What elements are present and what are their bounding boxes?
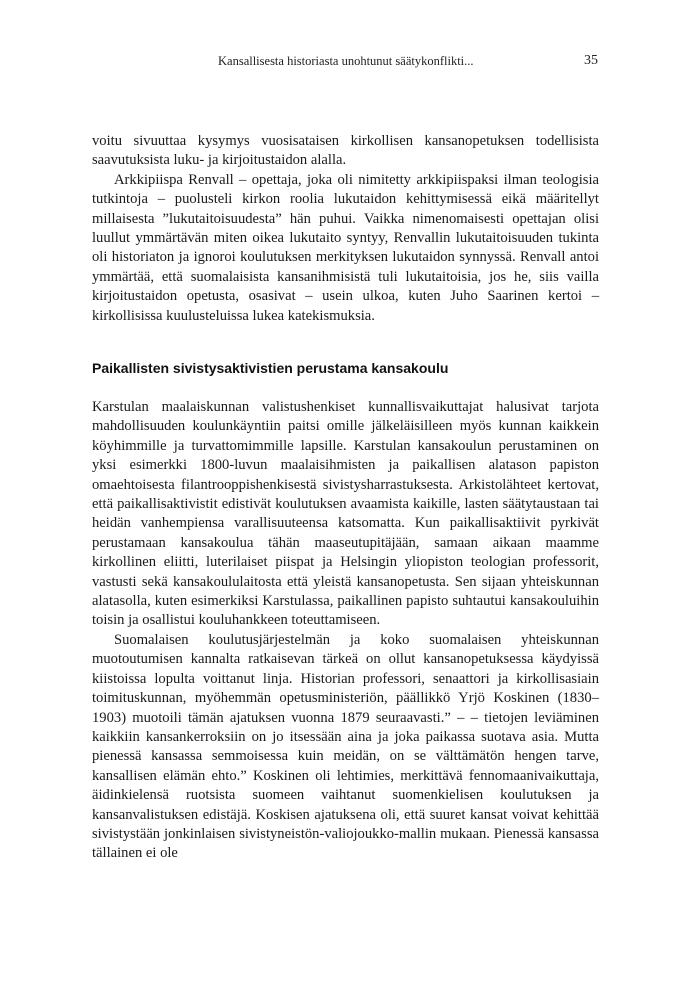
section-heading: Paikallisten sivistysaktivistien perustama kansakoulu [92,360,449,376]
section-2-text [92,398,599,864]
paragraph: Suomalaisen koulutusjärjestelmän ja koko suomalaisen yhteiskunnan muotoutumisen kannalta ratkaisevan tärkeä on ollut kansanopetuksessa käydyissä kiistoissa lopulta voittanut linja. Historian professori, senaattori ja kirkollisasiain toimituskunnan, myöhemmän opetusministeriön, päällikkö Yrjö Koskinen (1830–1903) muotoili tämän ajatuksen vuonna 1879 seuraavasti.” – – tietojen leviäminen kaikkiin kansankerroksiin on jo itsessään aina ja joka paikassa suotava asia. Mutta pienessä kansassa semmoisessa kuin meidän, on se välttämätön hengen tarve, kansallisen elämän ehto.” Koskinen oli lehtimies, merkittävä fennomaanivaikuttaja, äidinkielensä ruotsista suomeen vaihtanut suomenkielisen koulutuksen ja kansanvalistuksen edistäjä. Koskisen ajatuksena oli, että suuret kansat voivat kehittää sivistystään jonkinlaisen sivistyneistön-valiojoukko-mallin mukaan. Pienessä kansassa tällainen ei ole [92,631,599,862]
running-head-title: Kansallisesta historiasta unohtunut säätykonflikti... [218,54,474,68]
paragraph: Arkkipiispa Renvall – opettaja, joka oli nimitetty arkkipiispaksi ilman teologisia tutkintoja – puolusteli kirkon roolia lukutaidon kehittymisessä eikä määritellyt millaisesta ”lukutaitoisuudesta” hän puhui. Vaikka nimenomaisesti opettajan olisi luullut ymmärtävän miten oikea lukutaito syntyy, Renvallin lukutaitoisuuden tukinta oli historiaton ja ignoroi koulutuksen merkityksen lukutaidon synnyssä. Renvall antoi ymmärtää, että suomalaisista kansanihmisistä tuli lukutaitoisia, jos he, siis vailla kirjoitustaidon opetusta, osasivat – usein ulkoa, kuten Juho Saarinen kertoi – kirkollisissa kuulusteluissa lukea katekismuksia. [92,171,599,324]
page-number: 35 [584,53,598,68]
paragraph: Karstulan maalaiskunnan valistushenkiset kunnallisvaikuttajat halusivat tarjota mahdollisuuden koulunkäyntiin paitsi omille jälkeläisilleen myös kunnan kaikkein köyhimmille ja turvattomimmille lapsille. Karstulan kansakoulun perustaminen on yksi esimerkki 1800-luvun maalaisihmisten ja paikallisen alatason papiston omaehtoisesta filantrooppishenkisestä sivistysharrastuksesta. Arkistolähteet kertovat, että paikallisaktivistit edistivät koulutuksen avaamista kaikille, lasten säätytaustaan tai heidän vanhempiensa varallisuuteensa katsomatta. Kun paikallisaktiivit pyrkivät perustamaan kansakoulua tähän maaseutupitäjään, samaan aikaan maamme kirkollinen eliitti, luterilaiset piispat ja Helsingin yliopiston teologian professorit, vastusti sekä kansakoululaitosta että yleistä kansanopetusta. Sen sijaan yhteiskunnan alatasolla, kuten esimerkiksi Karstulassa, paikallinen papisto suhtautui kansakouluihin toisin ja osallistui kouluhankkeen toteuttamiseen. [92,399,599,629]
section-1-text [92,132,599,326]
paragraph: voitu sivuuttaa kysymys vuosisataisen kirkollisen kansanopetuksen todellisista saavutuksista luku- ja kirjoitustaidon alalla. [92,133,599,169]
